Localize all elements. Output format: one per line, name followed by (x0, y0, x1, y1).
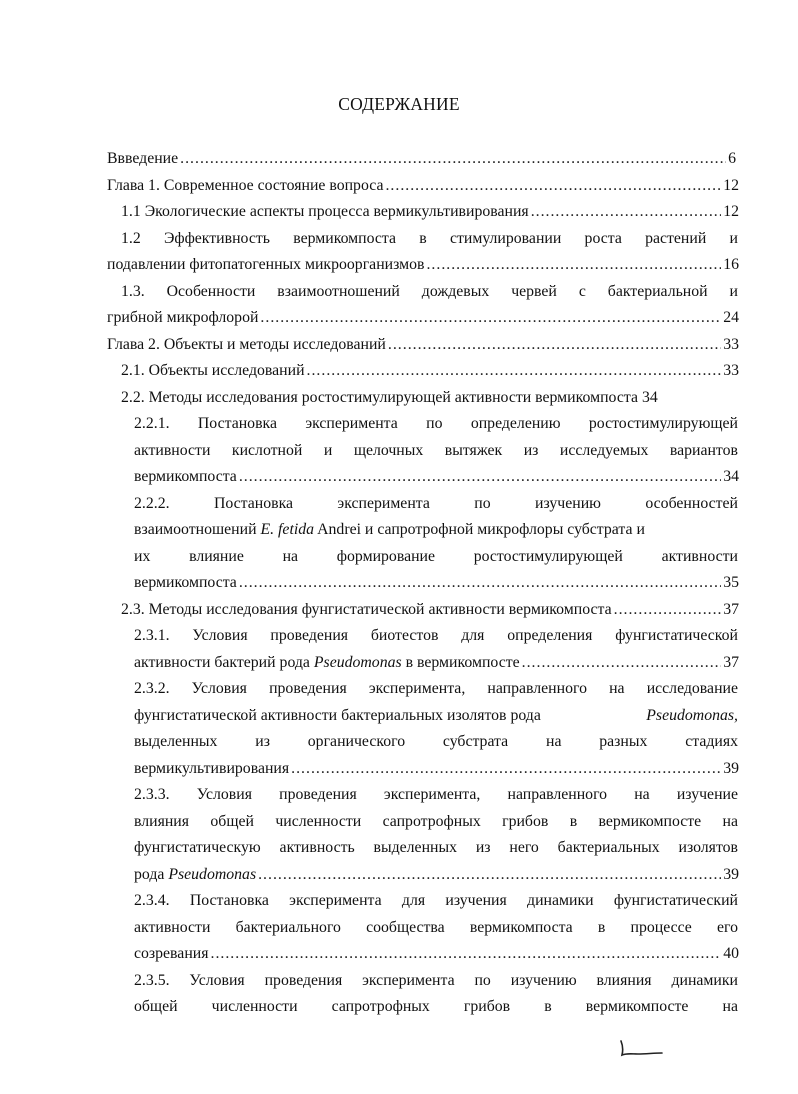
toc-page-number: 37 (723, 601, 739, 618)
toc-entry-2-3-3[interactable] (134, 865, 739, 886)
toc-entry-2-3-5-line-2[interactable] (134, 997, 738, 1018)
toc-entry-title: подавлении фитопатогенных микроорганизмов (107, 256, 425, 273)
toc-text: взаимоотношений (134, 521, 257, 538)
toc-entry-title: 1.3. Особенности взаимоотношений дождевых червей с бактериальной и (121, 283, 738, 300)
toc-entry-2-3-3-line-1[interactable] (134, 785, 738, 806)
toc-entry-title: грибной микрофлорой (107, 309, 259, 326)
toc-page-number: 16 (723, 256, 739, 273)
toc-page-number: 12 (723, 177, 739, 194)
toc-entry-title: их влияние на формирование ростостимулирующей активности (134, 548, 738, 565)
toc-page-number: 33 (723, 336, 739, 353)
toc-page-number: 24 (723, 309, 739, 326)
toc-page-number: 39 (723, 866, 739, 883)
toc-entry-2-2[interactable] (121, 388, 739, 409)
toc-entry-title: 1.1 Экологические аспекты процесса вермикультивирования (121, 203, 529, 220)
toc-page-number: 34 (723, 468, 739, 485)
toc-page-number: 33 (723, 362, 739, 379)
toc-entry-title: выделенных из органического субстрата на разных стадиях (134, 733, 738, 750)
toc-entry-1-2[interactable] (107, 255, 739, 276)
toc-entry-title: 2.3.5. Условия проведения эксперимента по изучению влияния динамики (134, 972, 738, 989)
toc-entry-title: вермикомпоста (134, 574, 237, 591)
toc-entry-2-3-1-line-1[interactable] (134, 626, 738, 647)
toc-entry-chapter-2[interactable] (107, 335, 739, 356)
toc-entry-2-3-3-line-3[interactable] (134, 838, 738, 859)
toc-entry-title: созревания (134, 945, 209, 962)
handwritten-signature (618, 1038, 664, 1060)
dot-leader (239, 467, 721, 487)
toc-text: рода (134, 866, 165, 883)
toc-entry-title: 2.3. Методы исследования фунгистатической активности вермикомпоста (121, 601, 612, 618)
toc-entry-title (134, 865, 256, 885)
toc-page-number: 12 (723, 203, 739, 220)
toc-entry-2-3-4[interactable] (134, 944, 739, 965)
toc-page-number: 6 (728, 150, 736, 167)
dot-leader (260, 308, 721, 328)
toc-entry-title: 2.2.1. Постановка эксперимента по определению ростостимулирующей (134, 415, 738, 432)
page-title: СОДЕРЖАНИЕ (338, 94, 460, 114)
toc-entry-chapter-1[interactable] (107, 176, 739, 197)
toc-entry-introduction[interactable] (107, 149, 736, 170)
toc-text: активности бактерий рода (134, 654, 310, 671)
toc-entry-2-2-2[interactable] (134, 573, 739, 594)
dot-leader (211, 944, 722, 964)
dot-leader (180, 149, 726, 169)
toc-entry-title: 2.2.2. Постановка эксперимента по изучению особенностей (134, 495, 738, 512)
toc-entry-2-2-1-line-2[interactable] (134, 441, 738, 462)
genus-name: Pseudomonas, (646, 707, 738, 724)
toc-entry-2-3-2-line-1[interactable] (134, 679, 738, 700)
toc-entry-1-2-line-1[interactable] (121, 229, 738, 250)
toc-entry-title (134, 653, 520, 673)
dot-leader (614, 600, 722, 620)
toc-text: Andrei и сапротрофной микрофлоры субстрата и (317, 521, 645, 538)
toc-entry-title: Ввведение (107, 150, 179, 167)
dot-leader (291, 759, 721, 779)
genus-name: Pseudomonas (313, 654, 402, 671)
toc-entry-2-3-2[interactable] (134, 759, 739, 780)
genus-name: Pseudomonas (168, 866, 257, 883)
toc-entry-title: 2.3.2. Условия проведения эксперимента, направленного на исследование (134, 680, 738, 697)
toc-entry-title: 2.2. Методы исследования ростостимулирующей активности вермикомпоста (121, 389, 638, 406)
toc-entry-2-2-2-line-1[interactable] (134, 494, 738, 515)
toc-page-number: 39 (723, 760, 739, 777)
toc-entry-1-3[interactable] (107, 308, 739, 329)
toc-entry-title: влияния общей численности сапротрофных грибов в вермикомпосте на (134, 813, 738, 830)
toc-entry-title: вермикомпоста (134, 468, 237, 485)
dot-leader (388, 335, 721, 355)
toc-entry-title: активности кислотной и щелочных вытяжек из исследуемых вариантов (134, 442, 738, 459)
dot-leader (239, 573, 721, 593)
toc-entry-title-part (134, 520, 645, 540)
toc-entry-title: вермикультивирования (134, 760, 290, 777)
toc-entry-2-3-3-line-2[interactable] (134, 812, 738, 833)
toc-entry-2-3-2-line-3[interactable] (134, 732, 738, 753)
dot-leader (307, 361, 722, 381)
toc-entry-title: 2.3.3. Условия проведения эксперимента, направленного на изучение (134, 786, 738, 803)
toc-entry-1-1[interactable] (121, 202, 739, 223)
toc-entry-title-part: фунгистатической активности бактериальных изолятов рода (134, 707, 541, 724)
dot-leader (531, 202, 722, 222)
toc-entry-title: 2.3.4. Постановка эксперимента для изучения динамики фунгистатический (134, 892, 738, 909)
toc-entry-title: Глава 1. Современное состояние вопроса (107, 177, 384, 194)
toc-entry-title: общей численности сапротрофных грибов в вермикомпосте на (134, 998, 738, 1015)
toc-entry-2-3-1[interactable] (134, 653, 739, 674)
dot-leader (385, 176, 721, 196)
toc-entry-2-3[interactable] (121, 600, 739, 621)
dot-leader (258, 865, 721, 885)
toc-page-number: 35 (723, 574, 739, 591)
dot-leader (522, 653, 722, 673)
toc-entry-2-1[interactable] (121, 361, 739, 382)
toc-page-number: 40 (723, 945, 739, 962)
toc-page-number: 37 (723, 654, 739, 671)
toc-entry-2-3-2-line-2[interactable] (134, 706, 738, 727)
toc-entry-2-3-4-line-1[interactable] (134, 891, 738, 912)
toc-entry-title: 2.3.1. Условия проведения биотестов для определения фунгистатической (134, 627, 738, 644)
toc-entry-title: фунгистатическую активность выделенных из него бактериальных изолятов (134, 839, 738, 856)
dot-leader (426, 255, 721, 275)
toc-entry-2-2-2-line-2[interactable] (134, 520, 738, 541)
toc-page-number: 34 (641, 389, 658, 406)
toc-entry-title: 1.2 Эффективность вермикомпоста в стимулировании роста растений и (121, 230, 738, 247)
toc-text: в вермикомпосте (405, 654, 520, 671)
toc-entry-title: Глава 2. Объекты и методы исследований (107, 336, 386, 353)
species-name: E. fetida (260, 521, 315, 538)
toc-entry-title: 2.1. Объекты исследований (121, 362, 305, 379)
toc-entry-2-3-4-line-2[interactable] (134, 918, 738, 939)
toc-entry-2-3-5-line-1[interactable] (134, 971, 738, 992)
toc-entry-2-2-1-line-1[interactable] (134, 414, 738, 435)
toc-entry-1-3-line-1[interactable] (121, 282, 738, 303)
toc-entry-2-2-1[interactable] (134, 467, 739, 488)
toc-entry-title: активности бактериального сообщества вермикомпоста в процессе его (134, 919, 738, 936)
toc-entry-2-2-2-line-3[interactable] (134, 547, 738, 568)
